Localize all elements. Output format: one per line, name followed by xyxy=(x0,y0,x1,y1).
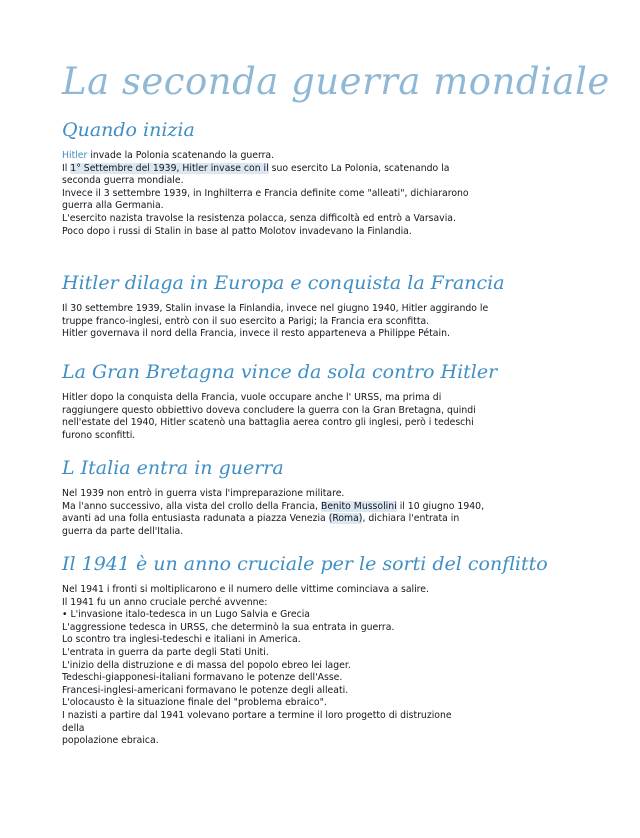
section-heading: Il 1941 è un anno cruciale per le sorti del conflitto xyxy=(62,553,548,575)
section-body xyxy=(62,488,592,538)
section-body: Hitler dopo la conquista della Francia, vuole occupare anche l' URSS, ma prima di raggiungere questo obbiettivo doveva concludere la guerra con la Gran Bretagna, quindi nell'estate del 1940, Hitler scatenò una battaglia aerea contro gli inglesi, però i tedeschi furono sconfitti. xyxy=(62,392,476,441)
section-body: Nel 1941 i fronti si moltiplicarono e il numero delle vittime cominciava a salire. Il 1941 fu un anno cruciale perché avvenne: • L'invasione italo-tedesca in un Lugo Salvia e Grecia L'aggressione tedesca in URSS, che determinò la sua entrata in guerra. Lo scontro tra inglesi-tedeschi e italiani in America. L'entrata in guerra da parte degli Stati Uniti. L'inizio della distruzione e di massa del popolo ebreo lei lager. Tedeschi-giapponesi-italiani formavano le potenze dell'Asse. Francesi-inglesi-americani formavano le potenze degli alleati. L'olocausto è la situazione finale del "problema ebraico". I nazisti a partire dal 1941 volevano portare a termine il loro progetto di distruzione della popolazione ebraica. xyxy=(62,584,452,747)
text-run: Nel 1939 non entrò in guerra vista l'impreparazione militare. Ma l'anno successivo, alla vista del crollo della Francia, xyxy=(62,488,345,512)
section-body: Il 30 settembre 1939, Stalin invase la Finlandia, invece nel giugno 1940, Hitler aggirando le truppe franco-inglesi, entrò con il suo esercito a Parigi; la Francia era sconfitta. Hitler governava il nord della Francia, invece il resto apparteneva a Philippe Pétain. xyxy=(62,303,489,340)
section-body xyxy=(62,150,592,238)
section-italia-entra xyxy=(62,457,592,538)
section-heading: La Gran Bretagna vince da sola contro Hitler xyxy=(62,361,498,383)
highlighted-text: Benito Mussolini xyxy=(320,500,397,512)
section-gran-bretagna xyxy=(62,361,592,442)
section-1941 xyxy=(62,553,592,748)
section-heading: L Italia entra in guerra xyxy=(62,457,284,479)
highlighted-text: (Roma) xyxy=(328,513,363,525)
text-run: , dichiara l'entrata in guerra da parte dell'Italia. xyxy=(62,513,460,537)
text-run: il 10 giugno 1940, avanti ad una folla entusiasta radunata a piazza Venezia xyxy=(62,500,485,525)
section-hitler-dilaga xyxy=(62,272,592,341)
page-title: La seconda guerra mondiale xyxy=(62,60,610,103)
text-run: suo esercito La Polonia, scatenando la seconda guerra mondiale. Invece il 3 settembre 1939, in Inghilterra e Francia definite come "alleati", dichiararono guerra alla Germania. L'esercito nazista travolse la resistenza polacca, senza difficoltà ed entrò a Varsavia. Poco dopo i russi di Stalin in base al patto Molotov invadevano la Finlandia. xyxy=(62,162,469,237)
section-heading: Quando inizia xyxy=(62,119,195,141)
text-run: Il xyxy=(62,162,71,174)
text-run: invade la Polonia scatenando la guerra. xyxy=(87,150,275,161)
section-quando-inizia xyxy=(62,119,592,238)
section-heading: Hitler dilaga in Europa e conquista la Francia xyxy=(62,272,505,294)
text-run: Hitler xyxy=(62,150,88,161)
highlighted-text: 1° Settembre del 1939, Hitler invase con il xyxy=(70,162,269,174)
